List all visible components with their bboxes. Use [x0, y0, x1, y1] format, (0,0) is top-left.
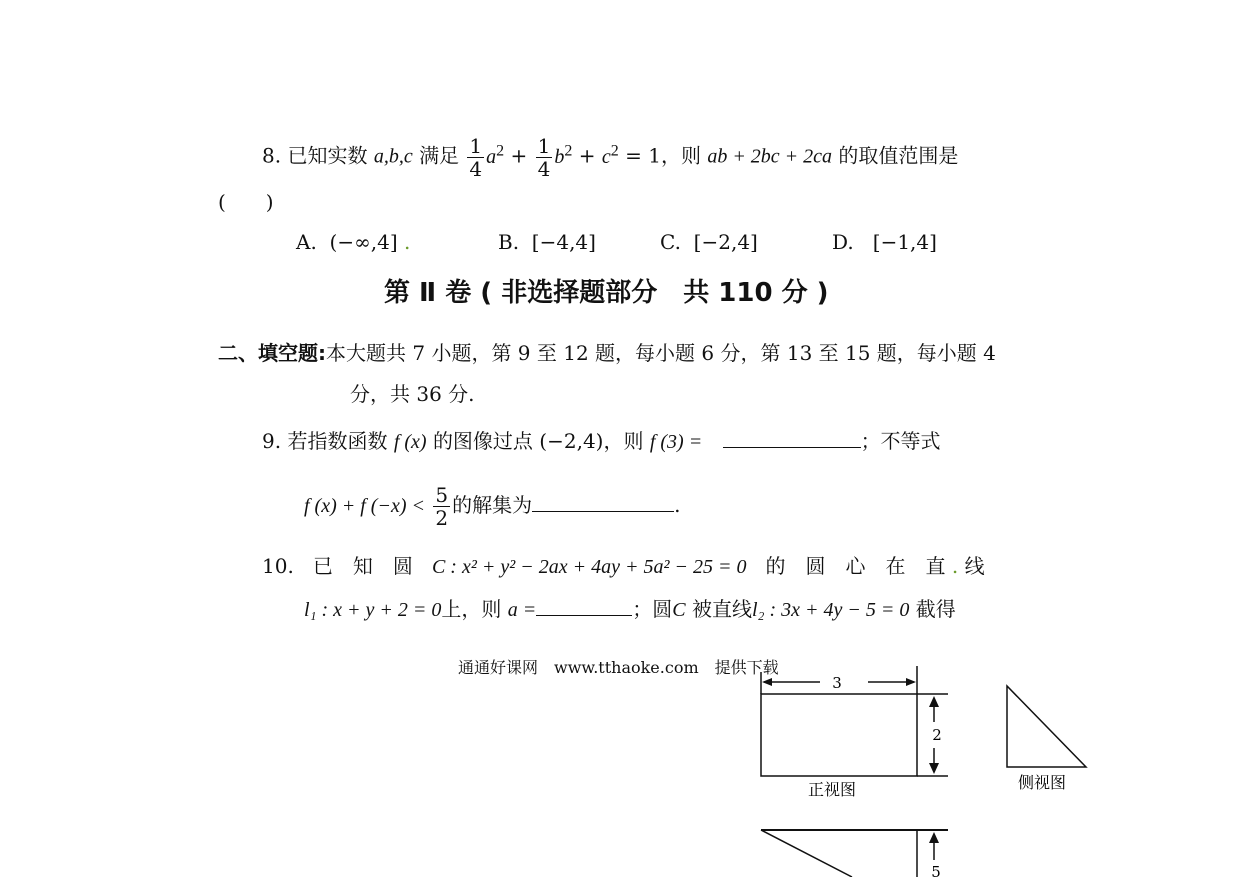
q8-eq-one: = 1	[625, 143, 661, 168]
q9-f3: f (3) =	[649, 431, 703, 453]
q8-option-d: D. [−1,4]	[832, 230, 937, 254]
section-title: 第 Ⅱ 卷 ( 非选择题部分 共 110 分 )	[384, 278, 829, 308]
side-view-triangle	[1007, 686, 1086, 767]
q8-intro: 8. 已知实数	[262, 143, 368, 168]
q8-option-b: B. [−4,4]	[498, 230, 596, 254]
q8-c-squared: $c^2$	[601, 142, 619, 168]
q8-fraction-b: $\frac{1}{4}$	[537, 133, 551, 181]
q10-l1: l₁ : x + y + 2 = 0	[304, 599, 442, 621]
q10-line1: 10. 已 知 圆 C : x² + y² − 2ax + 4ay + 5a² − 25 = 0 的 圆 心 在 直 . 线	[262, 554, 985, 578]
q10-l2: l₂ : 3x + 4y − 5 = 0	[751, 599, 910, 621]
q9-blank-2[interactable]	[532, 491, 674, 512]
q9-point: (−2,4)	[539, 429, 604, 453]
footer-note: 通通好课网 www.tthaoke.com 提供下载	[458, 658, 779, 677]
q8-fraction-a: $\frac{1}{4}$	[469, 133, 483, 181]
q10-circle-eq: C : x² + y² − 2ax + 4ay + 5a² − 25 = 0	[431, 556, 747, 578]
q8-then: ，则	[660, 143, 701, 168]
q8-option-a: A. (−∞,4] .	[296, 230, 411, 254]
front-view-label: 正视图	[807, 780, 857, 799]
q8-vars: a,b,c	[373, 145, 413, 168]
q8-line1: 8. 已知实数 a,b,c 满足 $\frac{1}{4}$ $a^2$ + $\frac{1}{4}$ $b^2 + c^2 = 1$，则 ab + 2bc + 2ca 的取值范围是	[262, 133, 959, 181]
q8-answer-paren: ( )	[218, 190, 274, 214]
part2-heading: 二、填空题:	[218, 341, 326, 365]
three-view-figure	[740, 660, 1110, 877]
height-label: 2	[932, 726, 942, 744]
q9-blank-1[interactable]	[723, 427, 861, 448]
q8-option-c: C. [−2,4]	[660, 230, 758, 254]
q9-fraction: $\frac{5}{2}$	[435, 483, 449, 530]
top-view-label: 5	[931, 863, 941, 877]
q9-line2: f (x) + f (−x) < $\frac{5}{2}$ 的解集为 .	[304, 483, 681, 530]
q10-line2: l₁ : x + y + 2 = 0上，则 a = ；圆C 被直线l₂ : 3x + 4y − 5 = 0 截得	[304, 597, 956, 621]
q8-cond: 满足	[419, 143, 460, 168]
q9-fx: f (x)	[393, 431, 427, 453]
part2-line2: 分，共 36 分.	[350, 382, 475, 406]
q10-blank-1[interactable]	[536, 595, 632, 616]
q9-inequality: f (x) + f (−x) <	[304, 495, 425, 517]
q9-line1: 9. 若指数函数 f (x) 的图像过点 (−2,4)，则 f (3) = ；不等式	[262, 429, 941, 453]
q8-tail: 的取值范围是	[838, 143, 959, 168]
q8-b-squared: $b^2$	[554, 142, 573, 168]
part2-instructions: 本大题共 7 小题，第 9 至 12 题，每小题 6 分，第 13 至 15 题，每小题 4	[326, 341, 996, 365]
front-view-rect	[761, 694, 917, 776]
q8-expr: ab + 2bc + 2ca	[707, 145, 833, 168]
part2-line1	[218, 337, 996, 366]
width-label: 3	[832, 674, 842, 692]
side-view-label: 侧视图	[1017, 773, 1067, 792]
q8-a-squared: $a^2$	[486, 142, 505, 168]
